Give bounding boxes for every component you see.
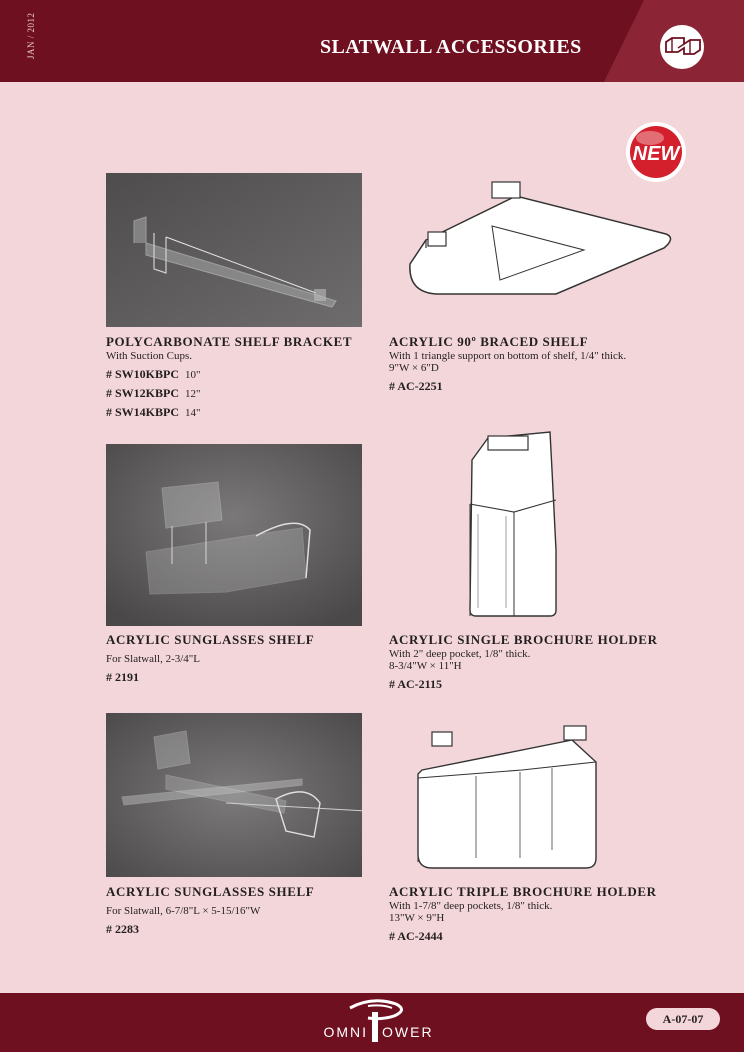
- product-sunglasses-shelf-large: [106, 884, 314, 938]
- product-shelf-bracket: [106, 334, 352, 422]
- page-number: A-07-07: [646, 1008, 720, 1030]
- shelf-bracket-photo: [106, 173, 362, 327]
- single-brochure-holder-drawing: [460, 430, 570, 620]
- product-desc: With 1-7/8" deep pockets, 1/8" thick.: [389, 900, 553, 912]
- product-code: [106, 365, 352, 384]
- logo-text-right: OWER: [382, 1024, 434, 1040]
- product-desc: With 2" deep pocket, 1/8" thick.: [389, 648, 531, 660]
- sunglasses-shelf-photo: [106, 444, 362, 626]
- code-label: # SW10KBPC: [106, 367, 180, 381]
- product-desc: 9"W × 6"D: [389, 362, 439, 374]
- product-code: [106, 403, 352, 422]
- product-code: [106, 384, 352, 403]
- product-name: ACRYLIC SINGLE BROCHURE HOLDER: [389, 632, 658, 647]
- product-desc: With 1 triangle support on bottom of shelf, 1/4" thick.: [389, 350, 627, 362]
- code-size: 14": [185, 407, 201, 419]
- page-title: SLATWALL ACCESSORIES: [320, 36, 582, 58]
- code-label: # SW14KBPC: [106, 405, 180, 419]
- date-label: JAN / 2012: [26, 12, 36, 59]
- code-size: 12": [185, 388, 201, 400]
- product-single-brochure-holder: [389, 632, 658, 693]
- product-name: ACRYLIC SUNGLASSES SHELF: [106, 884, 315, 899]
- product-code: # AC-2251: [389, 379, 443, 393]
- product-name: POLYCARBONATE SHELF BRACKET: [106, 334, 353, 349]
- product-name: ACRYLIC TRIPLE BROCHURE HOLDER: [389, 884, 657, 899]
- slatwall-icon: [650, 22, 714, 72]
- code-size: 10": [185, 369, 201, 381]
- triple-brochure-holder-drawing: [412, 722, 608, 874]
- new-badge-label: NEW: [632, 143, 680, 165]
- product-code: # 2191: [106, 670, 139, 684]
- logo-text-left: OMNI: [323, 1024, 368, 1040]
- sunglasses-shelf-large-photo: [106, 713, 362, 877]
- product-desc: For Slatwall, 2-3/4"L: [106, 653, 201, 665]
- braced-shelf-drawing: [396, 176, 686, 300]
- product-desc: 8-3/4"W × 11"H: [389, 660, 462, 672]
- omni-power-logo: [312, 996, 452, 1048]
- product-sunglasses-shelf-small: [106, 632, 314, 686]
- product-code: # AC-2115: [389, 677, 443, 691]
- product-braced-shelf: [389, 334, 626, 395]
- product-desc: With Suction Cups.: [106, 350, 193, 362]
- product-triple-brochure-holder: [389, 884, 657, 945]
- product-code: # 2283: [106, 922, 139, 936]
- code-label: # SW12KBPC: [106, 386, 180, 400]
- product-code: # AC-2444: [389, 929, 443, 943]
- product-name: ACRYLIC 90º BRACED SHELF: [389, 334, 589, 349]
- product-desc: For Slatwall, 6-7/8"L × 5-15/16"W: [106, 905, 261, 917]
- product-desc: 13"W × 9"H: [389, 912, 445, 924]
- product-name: ACRYLIC SUNGLASSES SHELF: [106, 632, 315, 647]
